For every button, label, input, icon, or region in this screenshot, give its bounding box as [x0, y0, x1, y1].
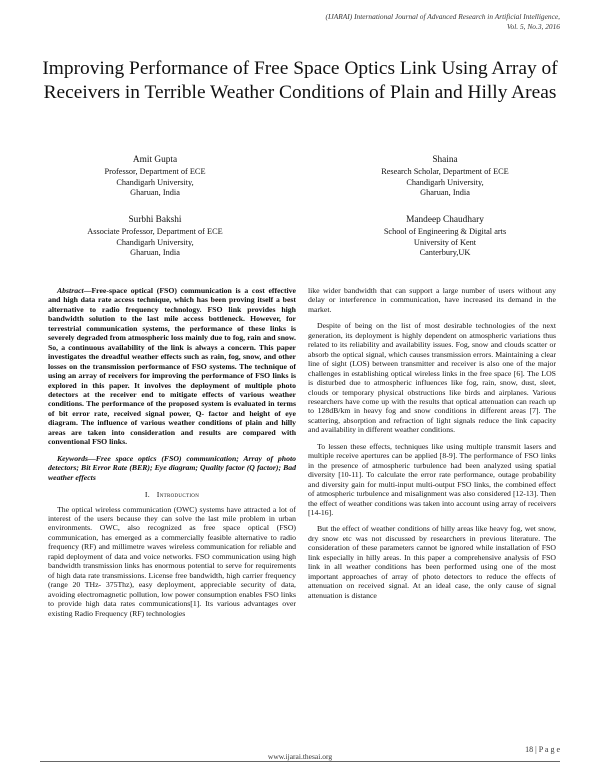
journal-volume: Vol. 5, No.3, 2016 — [506, 21, 560, 31]
body-paragraph: like wider bandwidth that can support a large number of users without any delay or interference in communication, have increased its demand in the market. — [308, 286, 556, 314]
author-org: Chandigarh University, — [116, 177, 194, 187]
footer-rule — [40, 761, 560, 762]
abstract-text: —Free-space optical (FSO) communication is a cost effective and high data rate access technique, which has been proving itself a best alternative to radio frequency technology. FSO link provides high bandwidth solution to the last mile access bottleneck. However, for terrestrial communication systems, the performance of these links is severely degraded from atmospheric loss mainly due to fog, rain and snow. So, a continuous availability of the link is always a concern. This paper investigates the dreadful weather effects such as rain, fog, snow, and other losses on the transmission performance of FSO systems. The technique of using an array of receivers for improving the performance of FSO links is explored in this paper. It involves the deployment of multiple photo detectors at the receiver end to mitigate effects of various weather conditions. The performance of the proposed system is evaluated in terms of bit error rate, received signal power, Q- factor and height of eye diagram. The influence of various weather conditions of plain and hilly areas are taken into consideration and results are compared with conventional FSO links. — [48, 286, 296, 447]
right-column — [308, 286, 556, 607]
author-place: Gharuan, India — [130, 188, 180, 198]
author-org: University of Kent — [413, 237, 477, 247]
author-block — [55, 215, 255, 259]
journal-header — [200, 12, 560, 31]
section-title: Introduction — [156, 490, 200, 500]
author-name: Shaina — [432, 155, 458, 165]
author-place: Gharuan, India — [420, 188, 470, 198]
author-role: Professor, Department of ECE — [104, 166, 206, 176]
left-column — [48, 286, 296, 625]
section-heading — [48, 490, 296, 499]
author-name: Amit Gupta — [132, 155, 178, 165]
author-block — [55, 155, 255, 199]
footer-url: www.ijarai.thesai.org — [267, 752, 333, 761]
body-paragraph: Despite of being on the list of most desirable technologies of the next generation, its deployment is highly dependent on atmospheric variations thus related to its reliability and availability issues. Fog, snow and clouds scatter or absorb the optical signal, which causes transmission errors. Maintaining a clear line of sight (LOS) between transmitter and receiver is also one of the major challenges in establishing optical wireless links in the free space [6]. The LOS is disturbed due to atmospheric influences like fog, rain, snow, dust, sleet, clouds or temporary physical obstructions like birds and airplanes. Various researchers have come up with the results that optical attenuation can reach up to 128dB/km in heavy fog and snow conditions in different areas [7]. The scattering, absorption and refraction of light signals reduce the link capacity and availability in different weather conditions. — [308, 321, 556, 435]
page-number: 18 | P a g e — [525, 745, 560, 754]
author-block — [345, 155, 545, 199]
author-org: Chandigarh University, — [406, 177, 484, 187]
author-place: Gharuan, India — [130, 248, 180, 258]
author-role: Associate Professor, Department of ECE — [87, 226, 223, 236]
section-number: I. — [144, 490, 151, 500]
journal-name: (IJARAI) International Journal of Advanced Research in Artificial Intelligence, — [325, 12, 560, 21]
author-role: School of Engineering & Digital arts — [383, 226, 507, 236]
body-paragraph: But the effect of weather conditions of hilly areas like heavy fog, wet snow, dry snow etc was not discussed by researchers in previous literature. The consideration of these parameters cannot be ignored while installation of FSO link especially in hilly areas. In this paper a comprehensive analysis of FSO link in all weather conditions has been performed using one of the most important approaches of array of photo detectors to reduce the effects of attenuation on received signal. At an ideal case, the only cause of signal attenuation is distance — [308, 524, 556, 600]
author-block — [345, 215, 545, 259]
author-role: Research Scholar, Department of ECE — [381, 166, 509, 176]
paper-title: Improving Performance of Free Space Optics Link Using Array of Receivers in Terrible Weather Conditions of Plain and Hilly Areas — [42, 58, 558, 103]
author-name: Surbhi Bakshi — [128, 215, 182, 225]
body-paragraph: To lessen these effects, techniques like using multiple transmit lasers and multiple receive apertures can be applied [8-9]. The performance of FSO links in the presence of atmospheric turbulence had been analyzed using spatial diversity [10-11]. To calculate the error rate performance, outage probability and diversity gain for multi-input multi-output FSO links, the combined effect of atmospheric turbulence and misalignment was also considered [12-13]. Then the effect of weather conditions was taken into account using array of receivers [14-16]. — [308, 441, 556, 517]
abstract-lead: Abstract — [57, 286, 84, 295]
abstract — [48, 286, 296, 447]
author-place: Canterbury,UK — [419, 248, 471, 258]
keywords: Keywords—Free space optics (FSO) communication; Array of photo detectors; Bit Error Rate (BER); Eye diagram; Quality factor (Q factor); Bad weather effects — [48, 453, 296, 482]
intro-paragraph: The optical wireless communication (OWC) systems have attracted a lot of interest of the users because they can solve the last mile problem in urban environments. OWC, also recognized as free space optical (FSO) communication, has emerged as a commercially feasible alternative to radio frequency (RF) and millimetre waves wireless communication for reliable and rapid deployment of data and voice networks. FSO communication using high bandwidth transmission links has enormous potential to serve for requirements of high data rate transmissions. License free bandwidth, high carrier frequency (range 20 THz- 375Thz), easy deployment, appreciable security of data, avoiding electromagnetic pollution, low power consumption enables FSO links to provide high data rates communications[1]. Its various advantages over existing Radio Frequency (RF) technologies — [48, 504, 296, 618]
author-name: Mandeep Chaudhary — [406, 215, 484, 225]
author-org: Chandigarh University, — [116, 237, 194, 247]
